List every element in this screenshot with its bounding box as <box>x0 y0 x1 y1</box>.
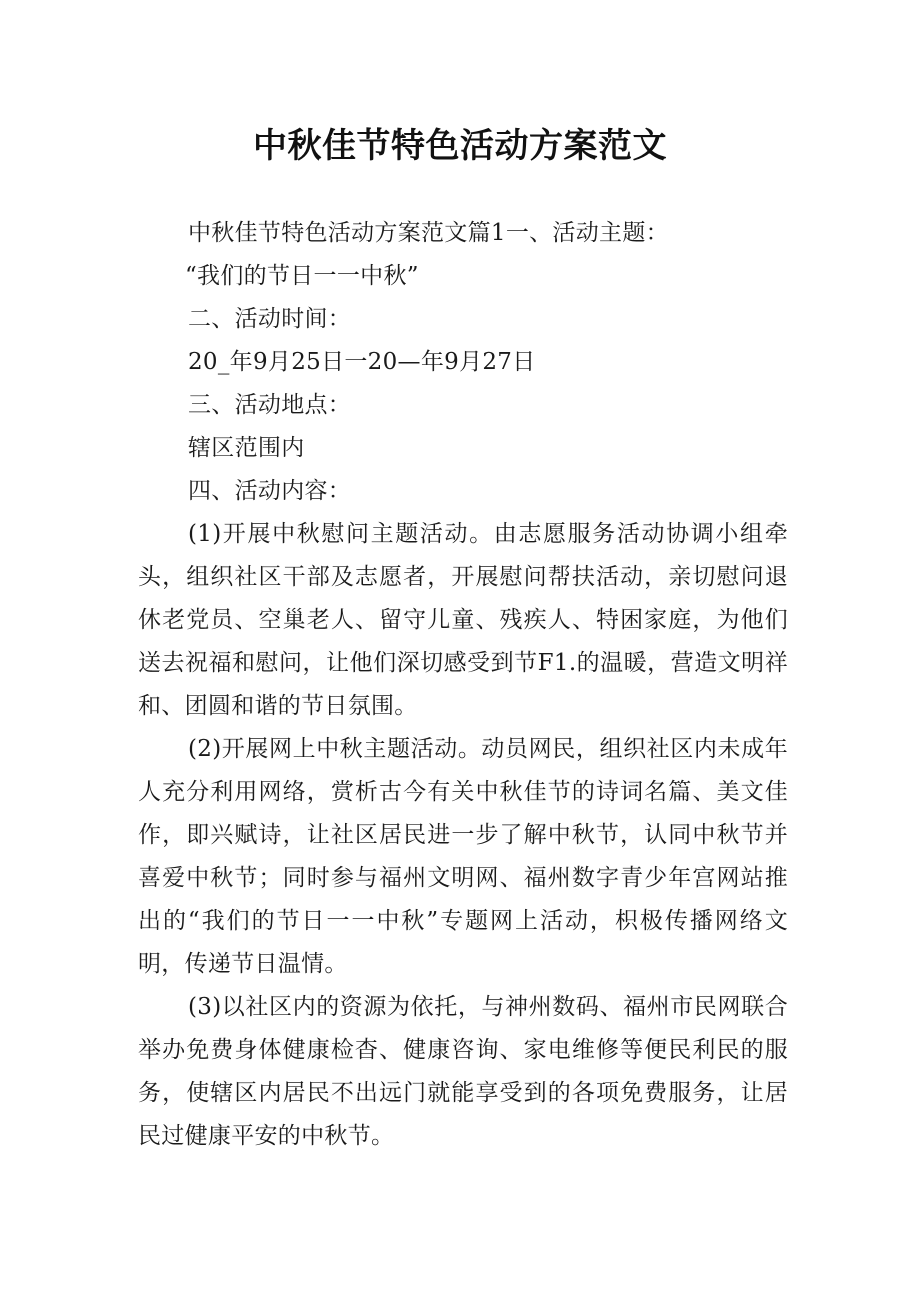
document-title: 中秋佳节特色活动方案范文 <box>253 126 667 166</box>
theme-text: “我们的节日一一中秋” <box>185 263 419 289</box>
time-text: 20_年9月25日一20—年9月27日 <box>188 349 536 375</box>
location-text: 辖区范围内 <box>188 435 305 461</box>
document-body <box>138 212 788 1158</box>
content-paragraph-3: (3)以社区内的资源为依托，与神州数码、福州市民网联合举办免费身体健康检杳、健康咨询、家电维修等便民利民的服务，使辖区内居民不出远门就能享受到的各项免费服务，让居民过健康平安的中秋节。 <box>138 994 788 1149</box>
section-heading-time: 二、活动时间： <box>188 306 352 332</box>
content-paragraph-1: (1)开展中秋慰问主题活动。由志愿服务活动协调小组牵头，组织社区干部及志愿者，开展慰问帮扶活动，亲切慰问退休老党员、空巢老人、留守儿童、残疾人、特困家庭，为他们送去祝福和慰问，让他们深切感受到节F1.的温暖，营造文明祥和、团圆和谐的节日氛围。 <box>138 521 788 719</box>
section-heading-content: 四、活动内容： <box>188 478 352 504</box>
section-heading-theme: 中秋佳节特色活动方案范文篇1一、活动主题： <box>188 220 669 246</box>
content-paragraph-2: (2)开展网上中秋主题活动。动员网民，组织社区内未成年人充分利用网络，赏析古今有关中秋佳节的诗词名篇、美文佳作，即兴赋诗，让社区居民进一步了解中秋节，认同中秋节并喜爱中秋节；同时参与福州文明网、福州数字青少年宫网站推出的“我们的节日一一中秋”专题网上活动，枳极传播网络文明，传递节日温情。 <box>138 736 788 977</box>
section-heading-location: 三、活动地点： <box>188 392 352 418</box>
